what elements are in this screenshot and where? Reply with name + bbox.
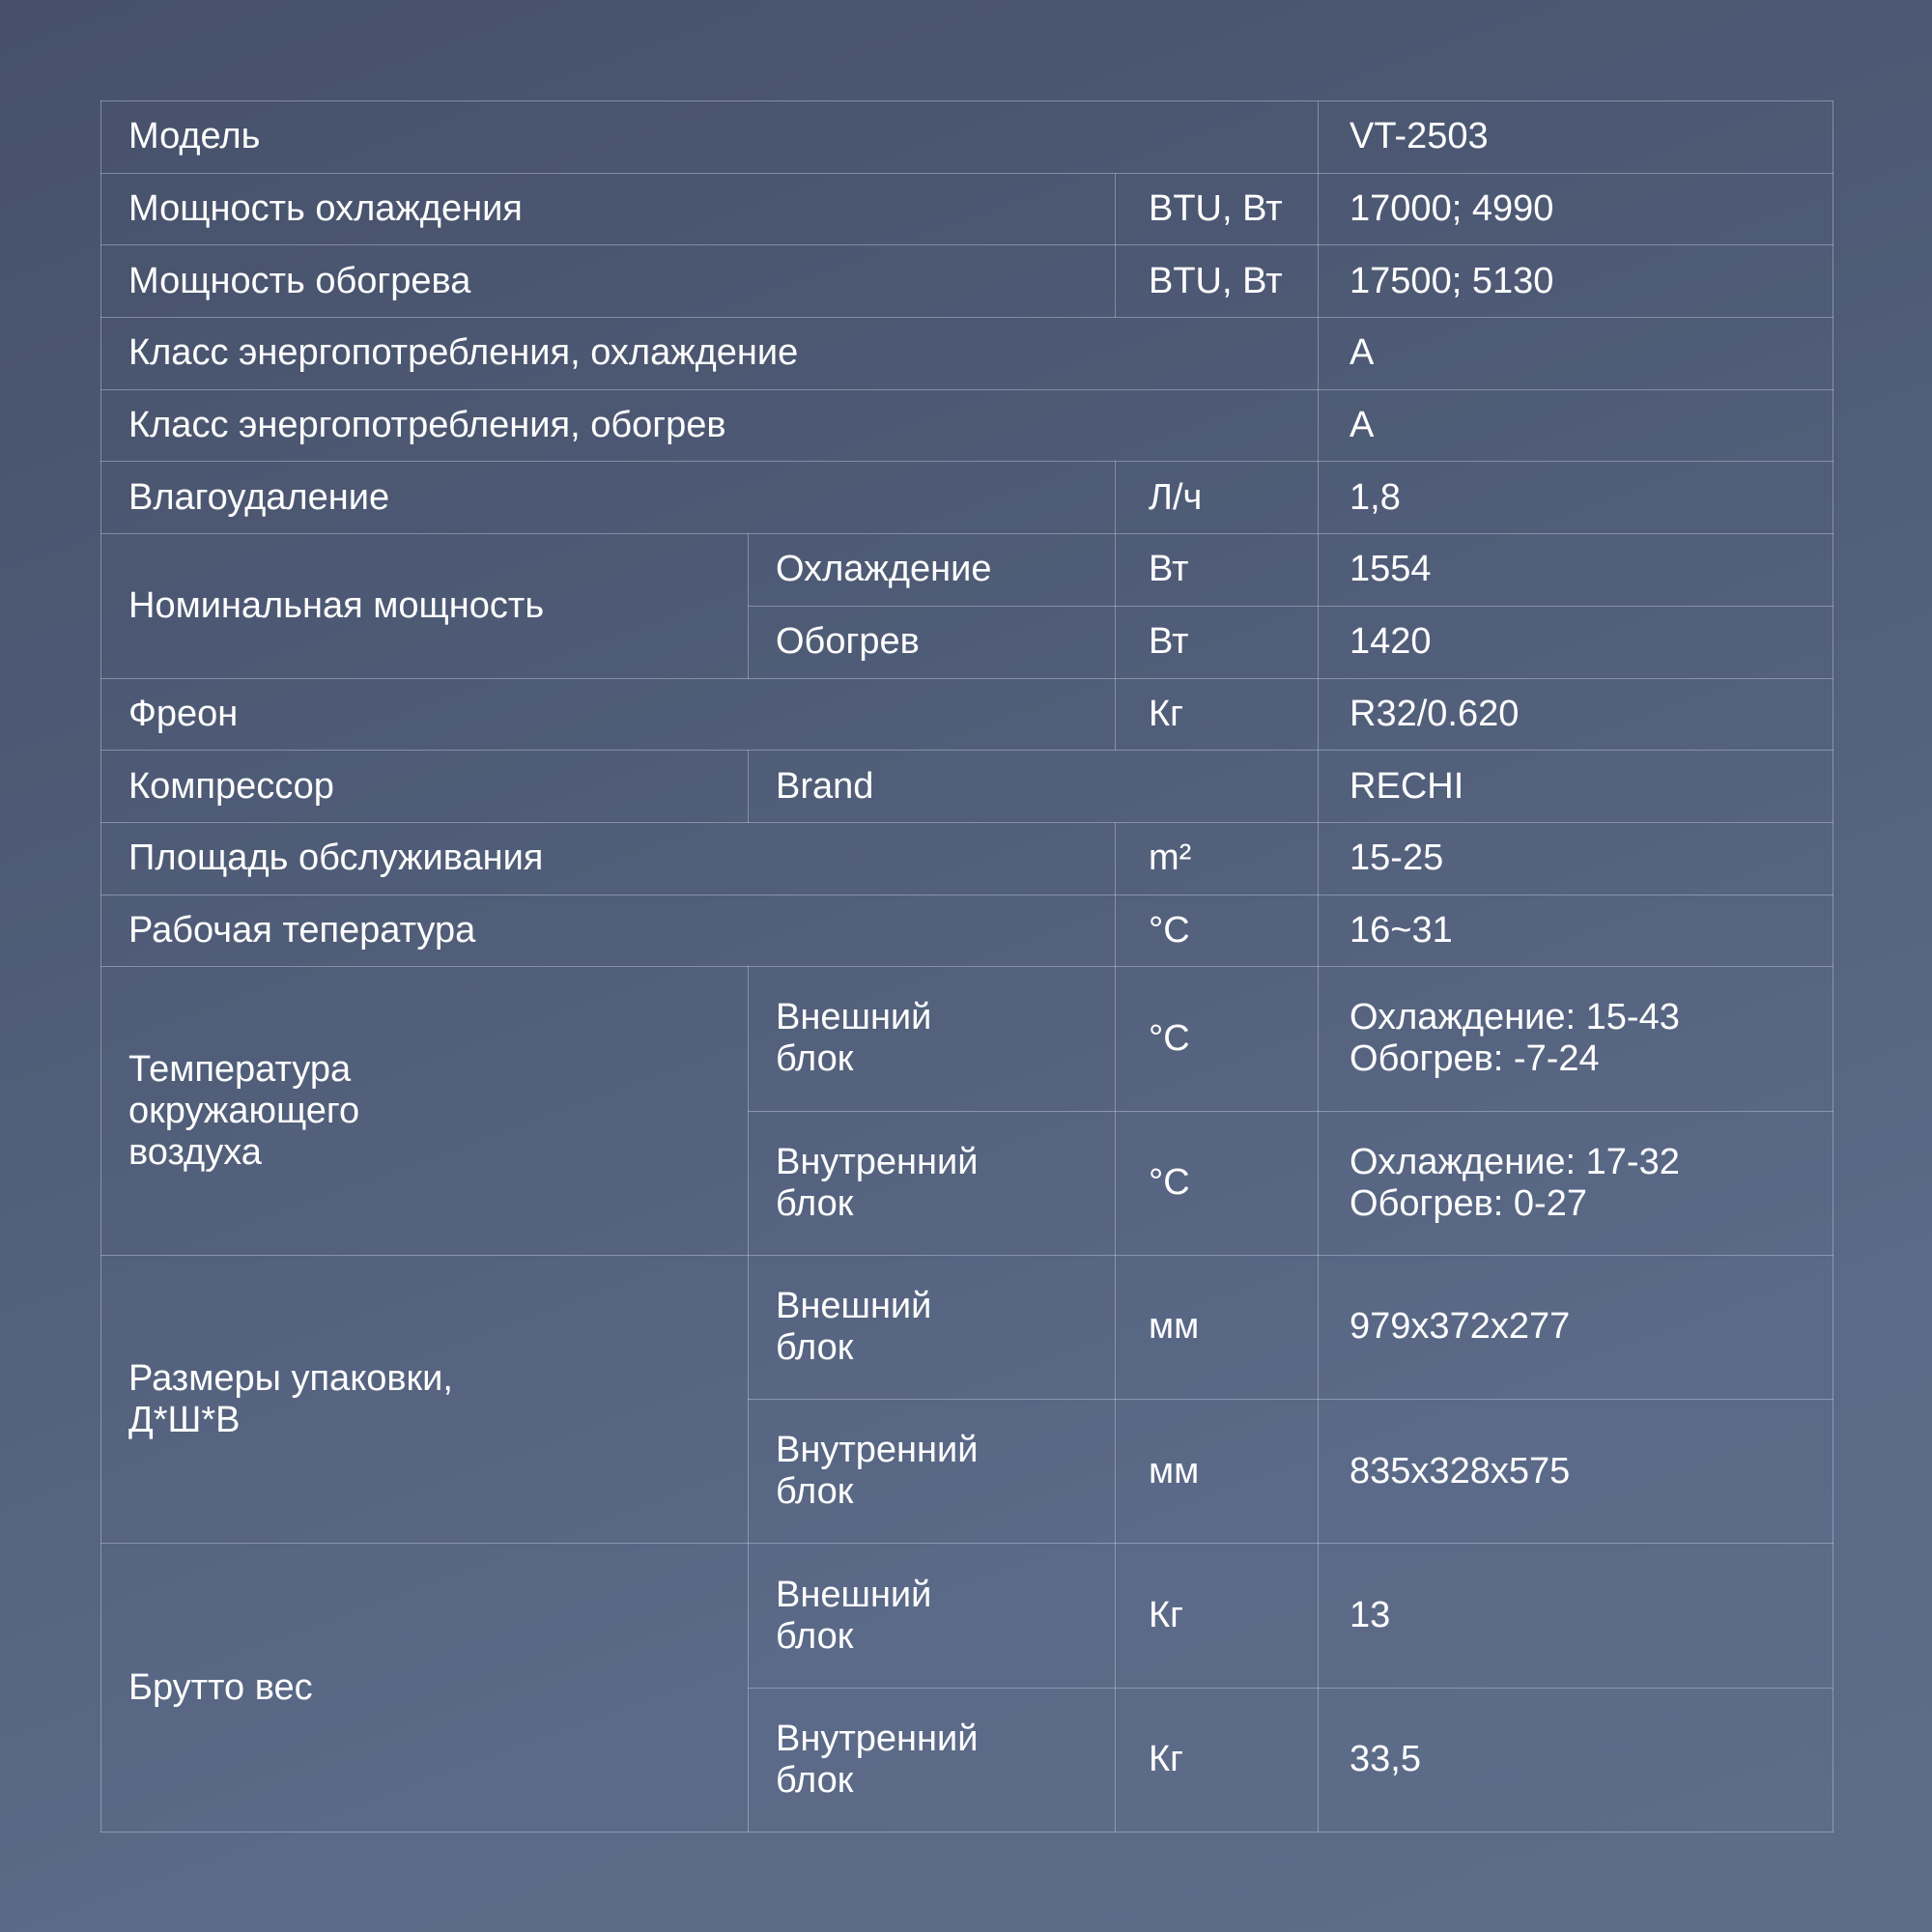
compressor-value: RECHI — [1319, 751, 1833, 823]
gross-weight-outdoor-label: Внешний блок — [749, 1544, 1116, 1688]
gross-weight-indoor-unit: Кг — [1116, 1688, 1319, 1832]
energy-class-cooling-value: A — [1319, 318, 1833, 390]
spec-table — [100, 100, 1833, 1833]
refrigerant-label: Фреон — [101, 678, 1116, 751]
ambient-temp-outdoor-label: Внешний блок — [749, 967, 1116, 1111]
service-area-value: 15-25 — [1319, 822, 1833, 895]
table-row — [101, 1544, 1833, 1688]
table-row — [101, 678, 1833, 751]
heating-power-unit: BTU, Вт — [1116, 245, 1319, 318]
table-row — [101, 534, 1833, 607]
heating-power-value: 17500; 5130 — [1319, 245, 1833, 318]
rated-power-cooling-value: 1554 — [1319, 534, 1833, 607]
operating-temp-unit: °C — [1116, 895, 1319, 967]
ambient-temp-label: Температура окружающего воздуха — [101, 967, 749, 1256]
package-size-label: Размеры упаковки, Д*Ш*В — [101, 1255, 749, 1544]
energy-class-heating-value: A — [1319, 389, 1833, 462]
gross-weight-label: Брутто вес — [101, 1544, 749, 1833]
heating-power-label: Мощность обогрева — [101, 245, 1116, 318]
table-row — [101, 895, 1833, 967]
energy-class-cooling-label: Класс энергопотребления, охлаждение — [101, 318, 1319, 390]
ambient-temp-indoor-unit: °C — [1116, 1111, 1319, 1255]
gross-weight-outdoor-value: 13 — [1319, 1544, 1833, 1688]
dehumidification-label: Влагоудаление — [101, 462, 1116, 534]
table-row — [101, 101, 1833, 174]
table-row — [101, 1255, 1833, 1399]
table-row — [101, 173, 1833, 245]
gross-weight-indoor-value: 33,5 — [1319, 1688, 1833, 1832]
gross-weight-indoor-label: Внутренний блок — [749, 1688, 1116, 1832]
rated-power-heating-value: 1420 — [1319, 606, 1833, 678]
cooling-power-label: Мощность охлаждения — [101, 173, 1116, 245]
package-size-indoor-label: Внутренний блок — [749, 1400, 1116, 1544]
gross-weight-outdoor-unit: Кг — [1116, 1544, 1319, 1688]
compressor-sub-label: Brand — [749, 751, 1319, 823]
table-row — [101, 389, 1833, 462]
dehumidification-value: 1,8 — [1319, 462, 1833, 534]
table-row — [101, 822, 1833, 895]
table-row — [101, 245, 1833, 318]
refrigerant-value: R32/0.620 — [1319, 678, 1833, 751]
package-size-indoor-value: 835x328x575 — [1319, 1400, 1833, 1544]
package-size-outdoor-label: Внешний блок — [749, 1255, 1116, 1399]
compressor-label: Компрессор — [101, 751, 749, 823]
rated-power-label: Номинальная мощность — [101, 534, 749, 678]
rated-power-cooling-unit: Вт — [1116, 534, 1319, 607]
dehumidification-unit: Л/ч — [1116, 462, 1319, 534]
cooling-power-unit: BTU, Вт — [1116, 173, 1319, 245]
package-size-indoor-unit: мм — [1116, 1400, 1319, 1544]
model-label: Модель — [101, 101, 1319, 174]
table-row — [101, 462, 1833, 534]
rated-power-heating-label: Обогрев — [749, 606, 1116, 678]
table-row — [101, 318, 1833, 390]
refrigerant-unit: Кг — [1116, 678, 1319, 751]
table-row — [101, 751, 1833, 823]
rated-power-cooling-label: Охлаждение — [749, 534, 1116, 607]
model-value: VT-2503 — [1319, 101, 1833, 174]
ambient-temp-indoor-label: Внутренний блок — [749, 1111, 1116, 1255]
cooling-power-value: 17000; 4990 — [1319, 173, 1833, 245]
ambient-temp-outdoor-value: Охлаждение: 15-43 Обогрев: -7-24 — [1319, 967, 1833, 1111]
energy-class-heating-label: Класс энергопотребления, обогрев — [101, 389, 1319, 462]
service-area-label: Площадь обслуживания — [101, 822, 1116, 895]
ambient-temp-outdoor-unit: °C — [1116, 967, 1319, 1111]
operating-temp-label: Рабочая тепература — [101, 895, 1116, 967]
operating-temp-value: 16~31 — [1319, 895, 1833, 967]
table-row — [101, 967, 1833, 1111]
ambient-temp-indoor-value: Охлаждение: 17-32 Обогрев: 0-27 — [1319, 1111, 1833, 1255]
package-size-outdoor-unit: мм — [1116, 1255, 1319, 1399]
service-area-unit: m² — [1116, 822, 1319, 895]
package-size-outdoor-value: 979x372x277 — [1319, 1255, 1833, 1399]
rated-power-heating-unit: Вт — [1116, 606, 1319, 678]
